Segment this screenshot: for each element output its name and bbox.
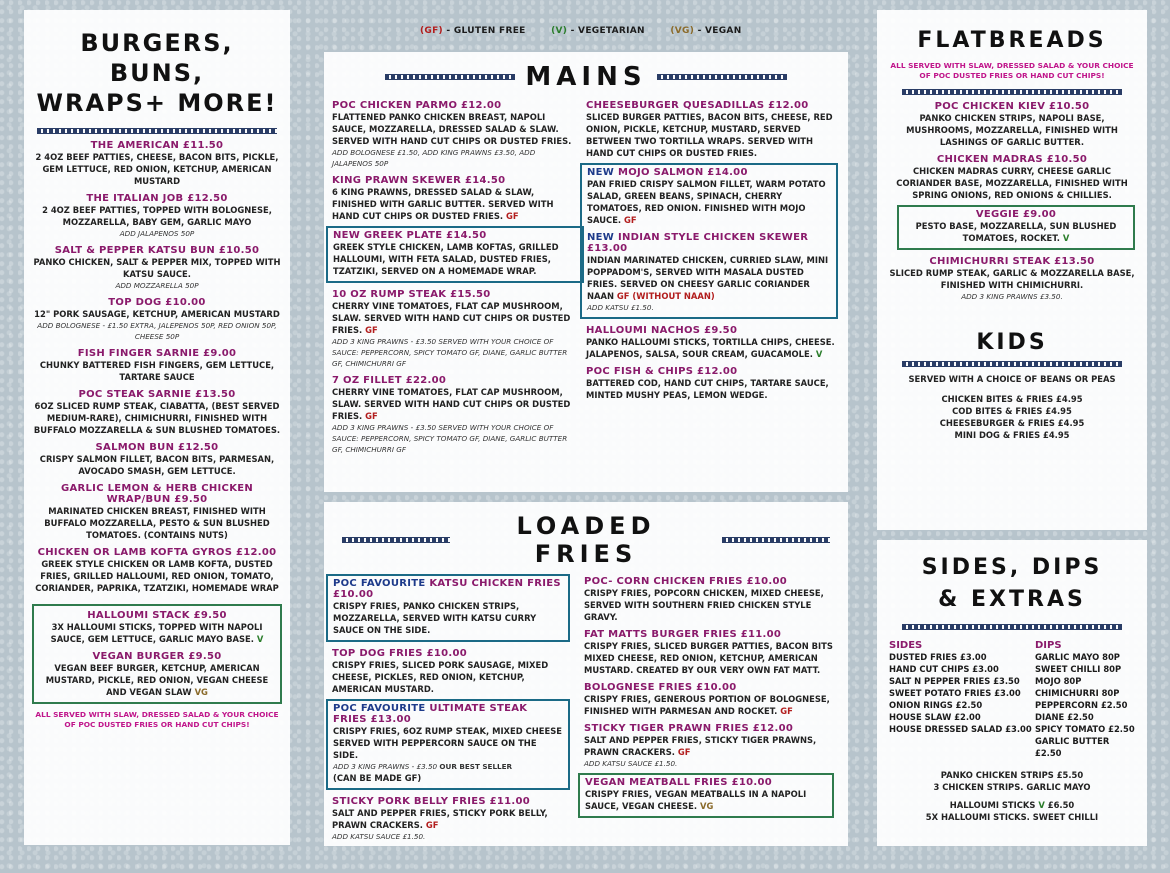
fries-right-column (584, 570, 834, 842)
menu-item-title: VEGAN MEATBALL FRIES £10.00 (585, 777, 772, 788)
menu-item-desc: GREEK STYLE CHICKEN OR LAMB KOFTA, DUSTED FRIES, GRILLED HALLOUMI, RED ONION, TOMATO, CORIANDER, PAPRIKA, TZATZIKI, HOMEMADE WRAP (35, 559, 279, 593)
burgers-title: BURGERS, BUNS, WRAPS+ MORE! (36, 29, 278, 117)
menu-item-desc: SALT AND PEPPER FRIES, STICKY TIGER PRAWNS, PRAWN CRACKERS. GF (584, 735, 817, 757)
menu-item-title: FISH FINGER SARNIE £9.00 (77, 348, 237, 359)
menu-item-title: KING PRAWN SKEWER £14.50 (332, 175, 506, 186)
side-item: SWEET POTATO FRIES £3.00 (889, 688, 1021, 698)
dip-item: GARLIC BUTTER £2.50 (1035, 736, 1110, 758)
extra-item: 3 CHICKEN STRIPS. GARLIC MAYO (933, 782, 1091, 792)
section-divider (385, 74, 515, 80)
menu-item-desc: CRISPY FRIES, GENEROUS PORTION OF BOLOGNESE, FINISHED WITH PARMESAN AND ROCKET. GF (584, 694, 830, 716)
new-items-box (580, 163, 838, 319)
sides-list (889, 640, 1032, 759)
menu-item-title: 10 OZ RUMP STEAK £15.50 (332, 289, 491, 300)
vg-tag: VG (699, 801, 714, 811)
veggie-flatbread-box (897, 205, 1135, 250)
favourite-badge: POC FAVOURITE (333, 703, 426, 714)
menu-item-title: ULTIMATE STEAK FRIES £13.00 (333, 703, 528, 725)
menu-item-desc: 6OZ SLICED RUMP STEAK, CIABATTA, (BEST SERVED MEDIUM-RARE), CHIMICHURRI, FINISHED WITH BUFFALO MOZZARELLA & SUN BLUSHED TOMATOES. (33, 401, 281, 435)
v-tag: V (815, 349, 823, 359)
side-item: HOUSE DRESSED SALAD £3.00 (889, 724, 1032, 734)
new-badge: NEW (587, 232, 615, 243)
gf-tag: GF (624, 215, 637, 225)
promo-text: ALL SERVED WITH SLAW, DRESSED SALAD & YOUR CHOICE OF POC DUSTED FRIES OR HAND CUT CHIPS! (890, 61, 1134, 80)
menu-item-desc: VEGAN BEEF BURGER, KETCHUP, AMERICAN MUSTARD, PICKLE, RED ONION, VEGAN CHEESE AND VEGAN SLAW VG (45, 663, 269, 697)
menu-item-desc: CHERRY VINE TOMATOES, FLAT CAP MUSHROOM, SLAW. SERVED WITH HAND CUT CHIPS OR DUSTED FRIES. GF (332, 301, 571, 335)
vg-label: - VEGAN (697, 26, 742, 36)
vg-tag: VG (194, 687, 208, 697)
menu-item-desc: INDIAN MARINATED CHICKEN, CURRIED SLAW, MINI POPPADOM'S, SERVED WITH MASALA DUSTED FRIES. SERVED ON CHEESY GARLIC CORIANDER NAAN GF (WITHOUT NAAN) (587, 255, 829, 301)
sides-title: SIDES, DIPS & EXTRAS (921, 555, 1103, 612)
menu-item-desc: 12" PORK SAUSAGE, KETCHUP, AMERICAN MUSTARD (34, 309, 280, 319)
dip-item: SWEET CHILLI 80P (1035, 664, 1122, 674)
mains-title: MAINS (525, 62, 647, 92)
fries-left-column (332, 570, 570, 842)
menu-item-note: ADD KATSU SAUCE £1.50. (332, 832, 426, 841)
menu-item-title: KATSU CHICKEN FRIES £10.00 (333, 578, 561, 600)
menu-item-desc: CRISPY FRIES, POPCORN CHICKEN, MIXED CHEESE, SERVED WITH SOUTHERN FRIED CHICKEN STYLE GRAVY. (584, 588, 824, 622)
kids-title: KIDS (976, 330, 1048, 355)
gf-code: (GF) (420, 26, 443, 36)
v-label: - VEGETARIAN (570, 26, 645, 36)
menu-item-desc: PESTO BASE, MOZZARELLA, SUN BLUSHED TOMATOES, ROCKET. V (915, 221, 1117, 243)
extra-item: PANKO CHICKEN STRIPS £5.50 (940, 770, 1084, 780)
loaded-fries-panel (324, 502, 848, 846)
loaded-fries-title: LOADED FRIES (516, 512, 656, 568)
menu-item-title: SALT & PEPPER KATSU BUN £10.50 (54, 245, 260, 256)
menu-item-desc: PANKO HALLOUMI STICKS, TORTILLA CHIPS, CHEESE. JALAPENOS, SALSA, SOUR CREAM, GUACAMOLE. V (586, 337, 835, 359)
menu-item-title: THE ITALIAN JOB £12.50 (86, 193, 228, 204)
menu-item-desc: CHERRY VINE TOMATOES, FLAT CAP MUSHROOM, SLAW. SERVED WITH HAND CUT CHIPS OR DUSTED FRIES. GF (332, 387, 571, 421)
section-divider (657, 74, 787, 80)
burgers-panel (24, 10, 290, 845)
mains-right-column (586, 94, 838, 455)
menu-item-desc: 6 KING PRAWNS, DRESSED SALAD & SLAW, FINISHED WITH GARLIC BUTTER. SERVED WITH HAND CUT CHIPS OR DUSTED FRIES. GF (332, 187, 554, 221)
menu-item-title: 7 OZ FILLET £22.00 (332, 375, 447, 386)
menu-item-desc: CRISPY SALMON FILLET, BACON BITS, PARMESAN, AVOCADO SMASH, GEM LETTUCE. (39, 454, 275, 476)
menu-item-title: SALMON BUN £12.50 (95, 442, 219, 453)
side-item: HOUSE SLAW £2.00 (889, 712, 981, 722)
gf-tag: GF (425, 820, 439, 830)
menu-item-desc: PANKO CHICKEN, SALT & PEPPER MIX, TOPPED WITH KATSU SAUCE. (33, 257, 281, 279)
section-divider (37, 128, 277, 134)
diet-legend (420, 26, 764, 36)
extra-item: HALLOUMI STICKS V £6.50 (949, 800, 1075, 810)
menu-item-desc: CRISPY FRIES, SLICED BURGER PATTIES, BACON BITS MIXED CHEESE, RED ONION, KETCHUP, AMERICAN MUSTARD. CREATED BY OUR VERY OWN FAT MATT. (584, 641, 833, 675)
v-tag: V (1062, 233, 1070, 243)
vg-code: (VG) (670, 26, 695, 36)
menu-item-desc: PANKO CHICKEN STRIPS, NAPOLI BASE, MUSHROOMS, MOZZARELLA, FINISHED WITH LASHINGS OF GARLIC BUTTER. (906, 113, 1118, 147)
menu-item-desc: FLATTENED PANKO CHICKEN BREAST, NAPOLI SAUCE, MOZZARELLA, DRESSED SALAD & SLAW. SERVED WITH HAND CUT CHIPS OR DUSTED FRIES. (332, 112, 572, 146)
promo-text: ALL SERVED WITH SLAW, DRESSED SALAD & YOUR CHOICE OF POC DUSTED FRIES OR HAND CUT CHIPS! (35, 710, 279, 729)
menu-item-title: STICKY TIGER PRAWN FRIES £12.00 (584, 723, 794, 734)
mains-panel (324, 52, 848, 492)
menu-item-title: TOP DOG £10.00 (108, 297, 206, 308)
menu-item-desc: MARINATED CHICKEN BREAST, FINISHED WITH BUFFALO MOZZARELLA, PESTO & SUN BLUSHED TOMATOES. (CONTAINS NUTS) (44, 506, 270, 540)
menu-item-desc: 2 4OZ BEEF PATTIES, TOPPED WITH BOLOGNESE, MOZZARELLA, BABY GEM, GARLIC MAYO (42, 205, 272, 227)
greek-plate-box (326, 226, 584, 283)
burger-items (32, 140, 282, 594)
menu-item-title: POC FISH & CHIPS £12.00 (586, 366, 738, 377)
section-divider (902, 89, 1122, 95)
menu-item-desc: SALT AND PEPPER FRIES, STICKY PORK BELLY, PRAWN CRACKERS. GF (332, 808, 548, 830)
menu-item-desc: 3X HALLOUMI STICKS, TOPPED WITH NAPOLI SAUCE, GEM LETTUCE, GARLIC MAYO BASE. V (50, 622, 264, 644)
dip-item: SPICY TOMATO £2.50 (1035, 724, 1135, 734)
gf-tag: GF (WITHOUT NAAN) (616, 291, 715, 301)
menu-item-title: VEGAN BURGER £9.50 (92, 651, 222, 662)
flatbreads-panel (877, 10, 1147, 530)
menu-item-title: STICKY PORK BELLY FRIES £11.00 (332, 796, 531, 807)
menu-item-title: CHEESEBURGER QUESADILLAS £12.00 (586, 100, 809, 111)
extra-item: 5X HALLOUMI STICKS. SWEET CHILLI (925, 812, 1099, 822)
menu-item-title: VEGGIE £9.00 (975, 209, 1057, 220)
gf-tag: GF (506, 211, 519, 221)
menu-item-title: POC CHICKEN KIEV £10.50 (934, 101, 1090, 112)
dip-item: CHIMICHURRI 80P (1035, 688, 1120, 698)
steak-fries-box (326, 699, 570, 790)
kids-item: CHEESEBURGER & FRIES £4.95 (939, 418, 1085, 428)
side-item: ONION RINGS £2.50 (889, 700, 983, 710)
menu-item-note: ADD BOLOGNESE £1.50, ADD KING PRAWNS £3.50, ADD JALAPENOS 50P (332, 148, 536, 168)
menu-item-desc: 2 4OZ BEEF PATTIES, CHEESE, BACON BITS, PICKLE, GEM LETTUCE, RED ONION, KETCHUP, AMERICAN MUSTARD (35, 152, 279, 186)
menu-item-title: MOJO SALMON £14.00 (617, 167, 748, 178)
menu-item-desc: CRISPY FRIES, 6OZ RUMP STEAK, MIXED CHEESE SERVED WITH PEPPERCORN SAUCE ON THE SIDE. (333, 726, 562, 760)
menu-item-title: POC STEAK SARNIE £13.50 (78, 389, 236, 400)
menu-item-title: CHIMICHURRI STEAK £13.50 (929, 256, 1095, 267)
sides-heading: SIDES (889, 640, 923, 651)
menu-item-note: ADD 3 KING PRAWNS - £3.50 (333, 762, 438, 771)
menu-item-note: ADD 3 KING PRAWNS - £3.50 SERVED WITH YOUR CHOICE OF SAUCE: PEPPERCORN, SPICY TOMATO GF, DIANE, GARLIC BUTTER GF, CHIMICHURRI GF (332, 337, 568, 368)
menu-item-title: TOP DOG FRIES £10.00 (332, 648, 467, 659)
gf-label: - GLUTEN FREE (446, 26, 526, 36)
menu-item-note: ADD KATSU £1.50. (587, 303, 654, 312)
menu-item-desc: PAN FRIED CRISPY SALMON FILLET, WARM POTATO SALAD, GREEN BEANS, SPINACH, CHERRY TOMATOES, RED ONION. FINISHED WITH MOJO SAUCE. GF (587, 179, 826, 225)
favourite-badge: POC FAVOURITE (333, 578, 426, 589)
flatbreads-title: FLATBREADS (917, 28, 1107, 53)
kids-intro: SERVED WITH A CHOICE OF BEANS OR PEAS (908, 374, 1116, 384)
veggie-burger-box (32, 604, 282, 704)
menu-item-title: CHICKEN OR LAMB KOFTA GYROS £12.00 (37, 547, 277, 558)
v-code: (V) (551, 26, 568, 36)
menu-item-desc: GREEK STYLE CHICKEN, LAMB KOFTAS, GRILLED HALLOUMI, WITH FETA SALAD, DUSTED FRIES, TZATZIKI, SERVED ON A HOMEMADE WRAP. (333, 242, 559, 276)
menu-item-desc: SLICED BURGER PATTIES, BACON BITS, CHEESE, RED ONION, PICKLE, KETCHUP, MUSTARD, SERVED BETWEEN TWO TORTILLA WRAPS. SERVED WITH HAND CUT CHIPS OR DUSTED FRIES. (586, 112, 833, 158)
section-divider (722, 537, 830, 543)
menu-item-desc: SLICED RUMP STEAK, GARLIC & MOZZARELLA BASE, FINISHED WITH CHIMICHURRI. (889, 268, 1135, 290)
kids-item: COD BITES & FRIES £4.95 (952, 406, 1072, 416)
vegan-fries-box (578, 773, 834, 818)
menu-item-note: ADD KATSU SAUCE £1.50. (584, 759, 678, 768)
menu-item-title: INDIAN STYLE CHICKEN SKEWER £13.00 (587, 232, 809, 254)
menu-item-title: HALLOUMI NACHOS £9.50 (586, 325, 738, 336)
menu-item-desc: CRISPY FRIES, SLICED PORK SAUSAGE, MIXED CHEESE, PICKLES, RED ONION, KETCHUP, AMERICAN MUSTARD. (332, 660, 549, 694)
section-divider (902, 624, 1122, 630)
menu-item-title: BOLOGNESE FRIES £10.00 (584, 682, 737, 693)
best-seller-badge: OUR BEST SELLER (439, 762, 513, 771)
gf-tag: GF (365, 411, 378, 421)
menu-item-note: ADD 3 KING PRAWNS £3.50. (961, 292, 1063, 301)
menu-item-title: NEW GREEK PLATE £14.50 (333, 230, 487, 241)
side-item: DUSTED FRIES £3.00 (889, 652, 987, 662)
menu-item-desc: CRISPY FRIES, PANKO CHICKEN STRIPS, MOZZARELLA, SERVED WITH KATSU CURRY SAUCE ON THE SIDE. (333, 601, 537, 635)
sides-panel (877, 540, 1147, 846)
gf-tag: GF (677, 747, 691, 757)
v-tag: V (1038, 800, 1045, 810)
dip-item: PEPPERCORN £2.50 (1035, 700, 1128, 710)
dips-heading: DIPS (1035, 640, 1062, 651)
dips-list (1035, 640, 1135, 759)
menu-item-desc: CHICKEN MADRAS CURRY, CHEESE GARLIC CORIANDER BASE, MOZZARELLA, FINISHED WITH SPRING ONIONS, RED ONIONS & CHILLIES. (896, 166, 1128, 200)
section-divider (902, 361, 1122, 367)
kids-item: MINI DOG & FRIES £4.95 (954, 430, 1070, 440)
menu-item-title: THE AMERICAN £11.50 (90, 140, 224, 151)
dip-item: MOJO 80P (1035, 676, 1082, 686)
menu-item-title: GARLIC LEMON & HERB CHICKEN WRAP/BUN £9.50 (60, 483, 254, 505)
menu-item-note: ADD 3 KING PRAWNS - £3.50 SERVED WITH YOUR CHOICE OF SAUCE: PEPPERCORN, SPICY TOMATO GF, DIANE, GARLIC BUTTER GF, CHIMICHURRI GF (332, 423, 568, 454)
menu-item-title: FAT MATTS BURGER FRIES £11.00 (584, 629, 782, 640)
gf-tag: GF (365, 325, 378, 335)
menu-item-title: CHICKEN MADRAS £10.50 (936, 154, 1088, 165)
menu-item-note: ADD JALAPENOS 50P (119, 229, 195, 238)
v-tag: V (256, 634, 264, 644)
menu-item-note: ADD MOZZARELLA 50P (115, 281, 199, 290)
dip-item: DIANE £2.50 (1035, 712, 1094, 722)
menu-item-title: POC- CORN CHICKEN FRIES £10.00 (584, 576, 787, 587)
section-divider (342, 537, 450, 543)
side-item: SALT N PEPPER FRIES £3.50 (889, 676, 1020, 686)
menu-item-note: ADD BOLOGNESE - £1.50 EXTRA, JALEPENOS 50P, RED ONION 50P, CHEESE 50P (37, 321, 277, 341)
katsu-fries-box (326, 574, 570, 642)
menu-item-title: POC CHICKEN PARMO £12.00 (332, 100, 502, 111)
menu-item-desc: BATTERED COD, HAND CUT CHIPS, TARTARE SAUCE, MINTED MUSHY PEAS, LEMON WEDGE. (586, 378, 829, 400)
side-item: HAND CUT CHIPS £3.00 (889, 664, 999, 674)
dip-item: GARLIC MAYO 80P (1035, 652, 1120, 662)
kids-item: CHICKEN BITES & FRIES £4.95 (941, 394, 1083, 404)
mains-left-column (332, 94, 574, 455)
menu-item-title: HALLOUMI STACK £9.50 (87, 610, 227, 621)
menu-item-desc: CHUNKY BATTERED FISH FINGERS, GEM LETTUCE, TARTARE SAUCE (39, 360, 275, 382)
gf-tag: GF (780, 706, 793, 716)
menu-item-desc: CRISPY FRIES, VEGAN MEATBALLS IN A NAPOLI SAUCE, VEGAN CHEESE. VG (585, 789, 807, 811)
new-badge: NEW (587, 167, 615, 178)
can-be-gf-note: (CAN BE MADE GF) (333, 773, 422, 783)
